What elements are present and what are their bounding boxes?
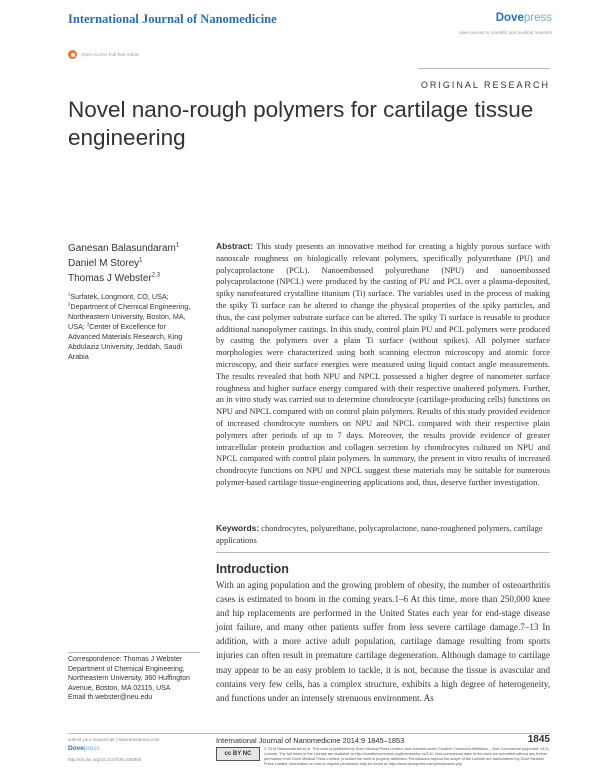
page-number: 1845	[527, 734, 550, 745]
brand-press: press	[523, 12, 552, 24]
correspondence-line: Department of Chemical Engineering,	[68, 665, 185, 673]
author: Thomas J Webster$^{2,3}$	[68, 272, 161, 284]
correspondence-line: Northeastern University, 360 Huffington	[68, 675, 190, 683]
footer-logo	[68, 745, 100, 752]
keywords-label: Keywords:	[216, 523, 260, 533]
footer-divider	[68, 733, 550, 734]
author-list	[68, 241, 198, 286]
correspondence-divider	[68, 652, 200, 653]
header-divider	[418, 68, 550, 69]
footer-logo-dove: Dove	[68, 745, 84, 752]
publisher-tagline: open access to scientific and medical research	[458, 30, 552, 35]
correspondence-line: Avenue, Boston, MA 02115, USA	[68, 684, 171, 692]
open-access-badge	[68, 50, 139, 59]
journal-name: International Journal of Nanomedicine	[68, 12, 277, 26]
license-text: © 2014 Balasundaram et al. This work is published by Dove Medical Press Limited, and licensed under Creative Commons Attribution – Non Commercial (unported, v3.0) License. The full terms of the License are available at http://creativecommons.org/licenses/by-nc/3.0/. Non-commercial uses of the work are permitted without any further permission from Dove Medical Press Limited, provided the work is properly attributed. Permissions beyond the scope of the License are administered by Dove Medical Press Limited. Information on how to request permission may be found at: http://www.dovepress.com/permissions.php	[264, 747, 549, 766]
keywords-text: chondrocytes, polyurethane, polycaprolactone, nano-roughened polymers, cartilage applications	[216, 523, 543, 545]
creative-commons-icon: cc BY NC	[216, 747, 260, 761]
author: Ganesan Balasundaram$^1$	[68, 242, 180, 254]
correspondence-block	[68, 655, 203, 703]
publisher-logo	[496, 12, 552, 24]
abstract	[216, 241, 550, 489]
citation-line: International Journal of Nanomedicine 2014:9 1845–1853	[216, 736, 405, 745]
abstract-text: This study presents an innovative method for creating a highly porous surface with nanoscale roughness on biologically relevant polymers, specifically polyurethane (PU) and polycaprolactone (PCL). Nanoembossed polyurethane (NPU) and nanoembossed polycaprolactone (NPCL) were produced by the casting of PU and PCL over a plasma-deposited, spiky nanofeatured crystalline titanium (Ti) surface. The variables used in the process of making the spiky Ti surface can be altered to change the physical properties of the spiky particles, and thus, the cast polymer substrate surface can be altered. The spiky Ti surface is reusable to produce additional nanopolymer castings. In this study, control plain PU and PCL polymers were produced by casting the polymers over a plain Ti surface (without spikes). All polymer surface morphologies were characterized using both scanning electron microscopy and atomic force microscopy, and their surface energies were measured using liquid contact angle measurements. The results revealed that both NPU and NPCL possessed a higher degree of nanometer surface roughness and higher surface energy compared with their respective unaltered polymers. Further, an in vitro study was carried out to determine chondrocyte (cartilage-producing cells) functions on NPU and NPCL compared with on control plain polymers. Results of this study provided evidence of increased chondrocyte numbers on NPU and NPCL compared with their respective plain polymers after periods of up to 7 days. Moreover, the results provide evidence of greater intracellular protein production and collagen secretion by chondrocytes cultured on NPU and NPCL compared with control plain polymers. In summary, the present in vitro results of increased chondrocyte functions on NPU and NPCL suggest these materials may be suitable for numerous polymer-based cartilage tissue-engineering applications and, thus, deserve further investigation.	[216, 241, 550, 487]
submit-link[interactable]: submit your manuscript | www.dovepress.com	[68, 737, 160, 742]
correspondence-email[interactable]: Email th.webster@neu.edu	[68, 694, 153, 702]
affiliation: Department of Chemical Engineering, Northeastern University, Boston, MA, USA;	[68, 302, 191, 331]
correspondence-label: Correspondence: Thomas J Webster	[68, 656, 183, 663]
abstract-label: Abstract:	[216, 241, 254, 251]
article-title: Novel nano-rough polymers for cartilage tissue engineering	[68, 97, 534, 150]
section-label: ORIGINAL RESEARCH	[420, 80, 550, 90]
affiliation: Surfatek, Longmont, CO, USA;	[70, 292, 169, 301]
keywords	[216, 523, 550, 547]
affiliations: $^1$Surfatek, Longmont, CO, USA; $^2$Department of Chemical Engineering, Northeastern University, Boston, MA, USA; $^3$Center of Excellence for Advanced Materials Research, King Abdulaziz University, Jeddah, Saudi Arabia	[68, 291, 191, 361]
introduction-text: With an aging population and the growing problem of obesity, the number of osteoarthritis cases is estimated to boom in the coming years.1–6 At this time, more than 250,000 knee and hip replacements are performed in the United States each year for end-stage disease joint failure, and many other patients suffer from less severe cartilage damage.7–13 In addition, with a more active adult population, cartilage damage resulting from sports injuries can often result in premature cartilage degeneration. Although damage to cartilage may appear to be an easy problem to tackle, it is not, because the tissue is avascular and contains very few cells, has a complex structure, exhibits a high degree of heterogeneity, and functions under an intensely strenuous environment. As	[216, 580, 550, 703]
open-access-label: Open Access Full Text Article	[81, 52, 139, 57]
footer-logo-press: press	[83, 745, 100, 752]
affiliation: Center of Excellence for Advanced Materials Research, King Abdulaziz University, Jeddah, Saudi Arabia	[68, 322, 183, 361]
open-access-icon	[68, 50, 77, 59]
brand-dove: Dove	[495, 12, 524, 24]
license-block	[216, 747, 552, 767]
introduction-heading: Introduction	[216, 562, 289, 576]
author: Daniel M Storey$^1$	[68, 257, 143, 269]
section-divider	[216, 552, 550, 553]
doi-link[interactable]: http://dx.doi.org/10.2147/IJN.S55865	[68, 757, 142, 762]
